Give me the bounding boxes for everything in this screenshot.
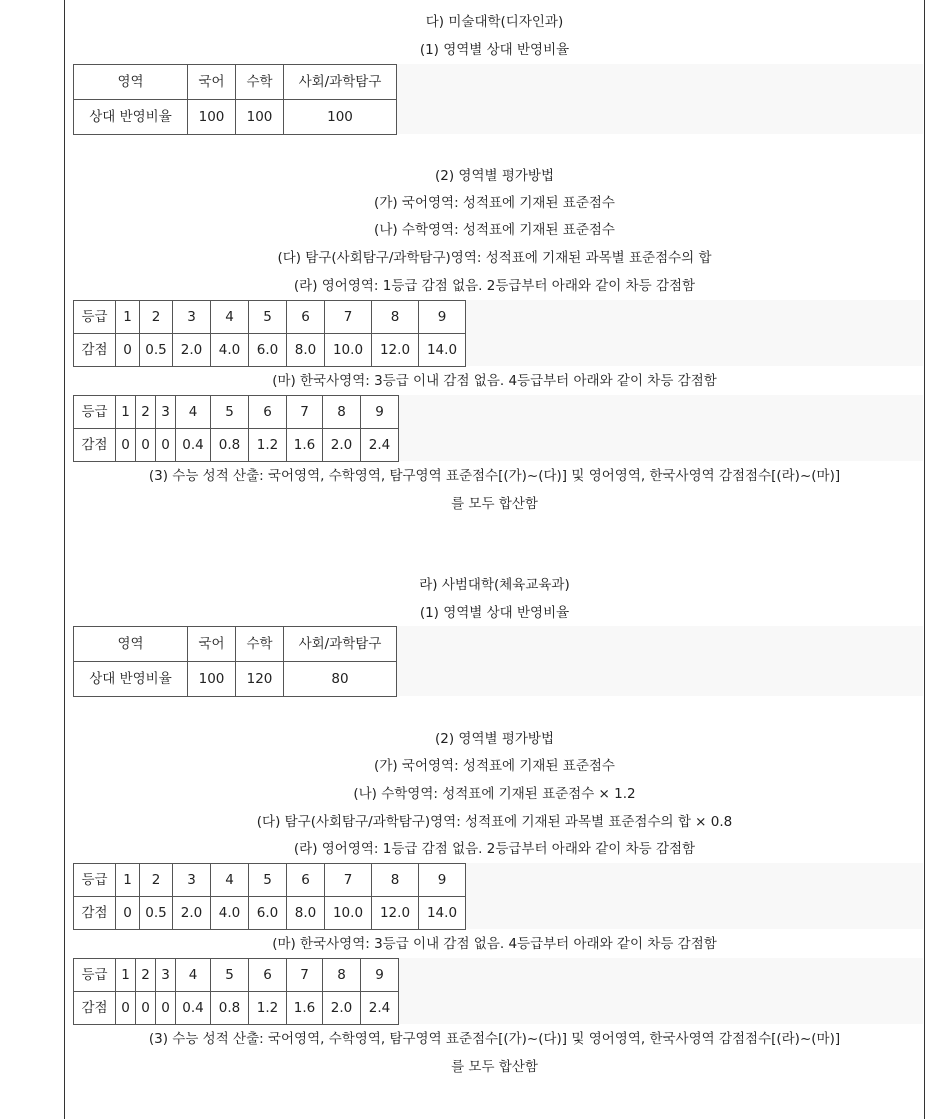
ratio-header-cell: 수학 [236,65,284,100]
ratio-header-cell: 수학 [236,627,284,662]
ratio-heading: (1) 영역별 상대 반영비율 [419,42,570,58]
ratio-cell: 100 [188,100,236,135]
deduction-cell: 감점 [74,429,116,462]
grade-cell: 4 [211,864,249,897]
method-line: (가) 국어영역: 성적표에 기재된 표준점수 [374,195,615,211]
grade-cell: 등급 [74,301,116,334]
deduction-cell: 0.4 [176,429,211,462]
ratio-table [73,626,397,697]
deduction-cell: 14.0 [419,897,466,930]
deduction-cell: 감점 [74,897,116,930]
ratio-header-cell: 영역 [74,627,188,662]
grade-cell: 6 [249,959,287,992]
deduction-cell: 4.0 [211,897,249,930]
grade-cell: 등급 [74,396,116,429]
grade-cell: 9 [419,864,466,897]
ratio-heading: (1) 영역별 상대 반영비율 [419,605,570,621]
grade-cell: 8 [323,396,361,429]
deduction-cell: 14.0 [419,334,466,367]
grade-cell: 3 [173,301,211,334]
ratio-header-cell: 영역 [74,65,188,100]
deduction-cell: 0 [156,992,176,1025]
deduction-cell: 0.5 [140,334,173,367]
ratio-cell: 상대 반영비율 [74,662,188,697]
grade-cell: 1 [116,396,136,429]
grade-cell: 3 [156,959,176,992]
grade-cell: 1 [116,864,140,897]
grade-cell: 7 [287,959,323,992]
deduction-cell: 2.0 [173,334,211,367]
deduction-cell: 10.0 [325,334,372,367]
deduction-cell: 2.0 [173,897,211,930]
deduction-cell: 2.0 [323,429,361,462]
method-line: (나) 수학영역: 성적표에 기재된 표준점수 × 1.2 [353,786,636,802]
ratio-cell: 120 [236,662,284,697]
deduction-cell: 12.0 [372,897,419,930]
deduction-cell: 0.5 [140,897,173,930]
deduction-cell: 1.6 [287,992,323,1025]
grade-cell: 2 [140,301,173,334]
section-title: 다) 미술대학(디자인과) [425,14,564,30]
grade-cell: 4 [211,301,249,334]
score-calculation-line: (3) 수능 성적 산출: 국어영역, 수학영역, 탐구영역 표준점수[(가)~(다)] 및 영어영역, 한국사영역 감점점수[(라)~(마)] [148,1031,841,1047]
ratio-cell: 100 [188,662,236,697]
grade-cell: 6 [287,301,325,334]
grade-cell: 4 [176,959,211,992]
deduction-cell: 0 [136,429,156,462]
grade-cell: 5 [211,396,249,429]
deduction-cell: 8.0 [287,897,325,930]
deduction-cell: 8.0 [287,334,325,367]
grade-cell: 2 [140,864,173,897]
score-calculation-line: (3) 수능 성적 산출: 국어영역, 수학영역, 탐구영역 표준점수[(가)~(다)] 및 영어영역, 한국사영역 감점점수[(라)~(마)] [148,468,841,484]
grade-cell: 7 [325,301,372,334]
grade-cell: 1 [116,301,140,334]
history-line: (마) 한국사영역: 3등급 이내 감점 없음. 4등급부터 아래와 같이 차등 감점함 [272,373,717,389]
history-deduction-table [73,958,399,1025]
grade-cell: 4 [176,396,211,429]
grade-cell: 등급 [74,864,116,897]
deduction-cell: 10.0 [325,897,372,930]
grade-cell: 2 [136,959,156,992]
deduction-cell: 0.8 [211,429,249,462]
ratio-header-cell: 사회/과학탐구 [284,627,397,662]
ratio-header-cell: 국어 [188,65,236,100]
deduction-cell: 2.4 [361,429,399,462]
section-title: 라) 사범대학(체육교육과) [419,577,570,593]
deduction-cell: 감점 [74,334,116,367]
grade-cell: 6 [287,864,325,897]
grade-cell: 6 [249,396,287,429]
deduction-cell: 0 [116,334,140,367]
grade-cell: 9 [361,396,399,429]
ratio-cell: 100 [284,100,397,135]
grade-cell: 7 [325,864,372,897]
grade-cell: 등급 [74,959,116,992]
deduction-cell: 0 [116,897,140,930]
grade-cell: 8 [323,959,361,992]
grade-cell: 9 [361,959,399,992]
grade-cell: 3 [173,864,211,897]
history-deduction-table [73,395,399,462]
method-line: (다) 탐구(사회탐구/과학탐구)영역: 성적표에 기재된 과목별 표준점수의 합 [277,250,712,266]
deduction-cell: 2.0 [323,992,361,1025]
deduction-cell: 6.0 [249,334,287,367]
deduction-cell: 0 [156,429,176,462]
ratio-header-cell: 국어 [188,627,236,662]
grade-cell: 3 [156,396,176,429]
ratio-cell: 상대 반영비율 [74,100,188,135]
english-deduction-table [73,300,466,367]
ratio-table [73,64,397,135]
grade-cell: 7 [287,396,323,429]
document-frame [64,0,925,1119]
deduction-cell: 0 [136,992,156,1025]
grade-cell: 5 [211,959,249,992]
method-line: (다) 탐구(사회탐구/과학탐구)영역: 성적표에 기재된 과목별 표준점수의 합 × 0.8 [256,814,733,830]
grade-cell: 1 [116,959,136,992]
method-line: (가) 국어영역: 성적표에 기재된 표준점수 [374,758,615,774]
deduction-cell: 6.0 [249,897,287,930]
deduction-cell: 0.4 [176,992,211,1025]
deduction-cell: 0 [116,992,136,1025]
method-heading: (2) 영역별 평가방법 [435,731,554,747]
method-heading: (2) 영역별 평가방법 [435,168,554,184]
deduction-cell: 1.6 [287,429,323,462]
deduction-cell: 0.8 [211,992,249,1025]
score-calculation-line: 를 모두 합산함 [451,496,538,512]
ratio-header-cell: 사회/과학탐구 [284,65,397,100]
deduction-cell: 0 [116,429,136,462]
grade-cell: 8 [372,864,419,897]
grade-cell: 5 [249,301,287,334]
ratio-cell: 80 [284,662,397,697]
method-line: (라) 영어영역: 1등급 감점 없음. 2등급부터 아래와 같이 차등 감점함 [293,278,696,294]
deduction-cell: 12.0 [372,334,419,367]
score-calculation-line: 를 모두 합산함 [451,1059,538,1075]
method-line: (라) 영어영역: 1등급 감점 없음. 2등급부터 아래와 같이 차등 감점함 [293,841,696,857]
grade-cell: 8 [372,301,419,334]
deduction-cell: 4.0 [211,334,249,367]
grade-cell: 5 [249,864,287,897]
deduction-cell: 1.2 [249,992,287,1025]
grade-cell: 2 [136,396,156,429]
ratio-cell: 100 [236,100,284,135]
deduction-cell: 2.4 [361,992,399,1025]
history-line: (마) 한국사영역: 3등급 이내 감점 없음. 4등급부터 아래와 같이 차등 감점함 [272,936,717,952]
deduction-cell: 감점 [74,992,116,1025]
english-deduction-table [73,863,466,930]
deduction-cell: 1.2 [249,429,287,462]
grade-cell: 9 [419,301,466,334]
method-line: (나) 수학영역: 성적표에 기재된 표준점수 [374,222,615,238]
